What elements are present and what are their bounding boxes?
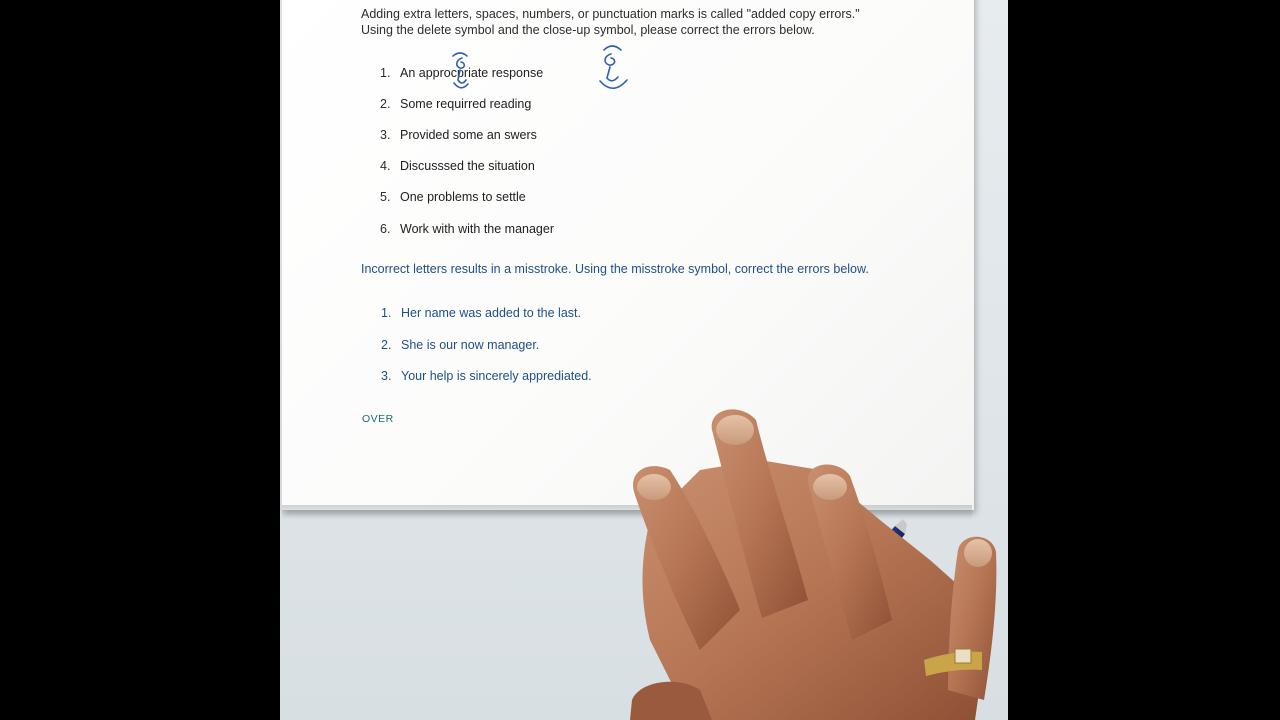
item-number: 1. bbox=[381, 306, 392, 320]
item-number: 5. bbox=[380, 190, 391, 204]
item-text: She is our now manager. bbox=[401, 338, 540, 352]
pinky-nail bbox=[964, 539, 992, 567]
item-text: Your help is sincerely apprediated. bbox=[401, 369, 592, 383]
item-text: An approcpriate response bbox=[400, 66, 544, 80]
item-text: One problems to settle bbox=[400, 190, 526, 204]
item-number: 2. bbox=[381, 338, 392, 352]
item-text: Provided some an swers bbox=[400, 128, 537, 142]
item-number: 6. bbox=[380, 222, 391, 236]
item-text: Her name was added to the last. bbox=[401, 306, 581, 320]
section2-instructions: Incorrect letters results in a misstroke. Using the misstroke symbol, correct the errors below. bbox=[361, 262, 869, 276]
item-number: 1. bbox=[380, 66, 391, 80]
item-text: Work with with the manager bbox=[400, 222, 554, 236]
item-number: 3. bbox=[380, 128, 391, 142]
item-text: Some requirred reading bbox=[400, 97, 532, 111]
over-label: OVER bbox=[362, 413, 394, 425]
item-number: 2. bbox=[380, 97, 391, 111]
item-text: Discusssed the situation bbox=[400, 159, 535, 173]
middle-nail bbox=[716, 415, 754, 445]
index-nail bbox=[637, 474, 671, 500]
item-number: 3. bbox=[381, 369, 392, 383]
ring-nail bbox=[813, 474, 847, 500]
item-number: 4. bbox=[380, 159, 391, 173]
section1-instructions: Adding extra letters, spaces, numbers, or punctuation marks is called "added copy errors." Using the delete symbol and the close-up symbol, please correct the errors below. bbox=[361, 7, 860, 37]
